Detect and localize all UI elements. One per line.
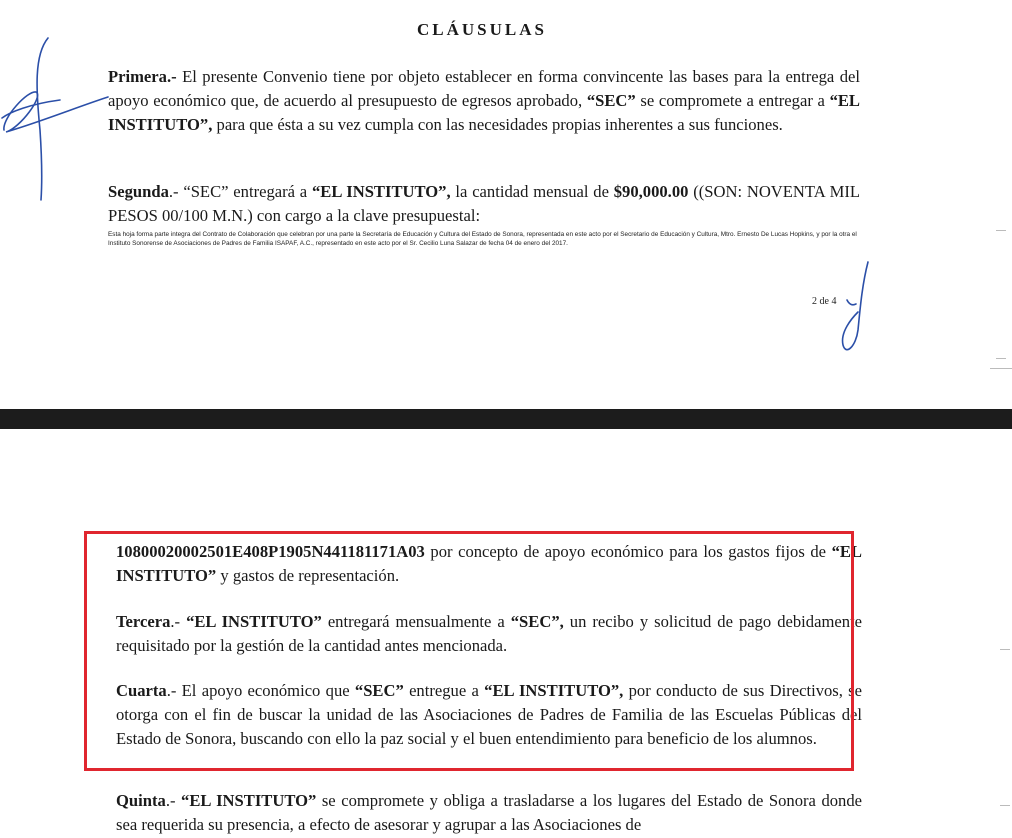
clause-segunda: Segunda.- “SEC” entregará a “EL INSTITUTO”, la cantidad mensual de $90,000.00 ((SON: NOVENTA MIL PESOS 00/100 M.N.) con cargo a la clave presupuestal: [108, 182, 860, 225]
clause-quinta: Quinta.- “EL INSTITUTO” se compromete y obliga a trasladarse a los lugares del Estado de Sonora donde sea requerida su presencia, a efecto de asesorar y agrupar a las Asociaciones de [116, 791, 862, 834]
clause-cuarta-label: Cuarta [116, 681, 167, 700]
clausulas-heading: CLÁUSULAS [417, 20, 547, 39]
page-footnote: Esta hoja forma parte integra del Contrato de Colaboración que celebran por una parte la Secretaría de Educación y Cultura del Estado de Sonora, representada en este acto por el Secretario de Educación y Cultura, Mtro. Ernesto De Lucas Hopkins, y por la otra el Instituto Sonorense de Asociaciones de Padres de Familia ISAPAF, A.C., representado en este acto por el Sr. Cecilio Luna Salazar de fecha 04 de enero del 2017. [108, 231, 857, 247]
highlight-box [84, 531, 854, 771]
scan-edge-mark [990, 368, 1012, 369]
signature-mark-right-icon [843, 262, 868, 350]
page-divider [0, 409, 1012, 429]
scan-edge-mark [1000, 649, 1010, 650]
amount-value: $90,000.00 [613, 182, 689, 201]
page-number: 2 de 4 [812, 296, 837, 307]
clause-primera: Primera.- El presente Convenio tiene por objeto establecer en forma convincente las bases para la entrega del apoyo económico que, de acuerdo al presupuesto de egresos aprobado, “SEC” se compromete a entregar a “EL INSTITUTO”, para que ésta a su vez cumpla con las necesidades propias inherentes a sus funciones. [108, 67, 860, 134]
budget-key: 10800020002501E408P1905N441181171A03 [116, 542, 425, 561]
clause-segunda-label: Segunda [108, 182, 169, 201]
document-page-1 [0, 0, 1012, 409]
clause-tercera-label: Tercera [116, 612, 171, 631]
signatures-layer [0, 0, 1012, 409]
scan-edge-mark [1000, 805, 1010, 806]
signature-mark-left-icon [2, 38, 108, 200]
clause-segunda-continuation: 10800020002501E408P1905N441181171A03 por concepto de apoyo económico para los gastos fijos de “EL INSTITUTO” y gastos de representación. [116, 542, 862, 585]
scan-edge-mark [996, 230, 1006, 231]
scan-edge-mark [996, 358, 1006, 359]
clause-primera-label: Primera.- [108, 67, 177, 86]
clause-cuarta: Cuarta.- El apoyo económico que “SEC” entregue a “EL INSTITUTO”, por conducto de sus Directivos, se otorga con el fin de buscar la unidad de las Asociaciones de Padres de Familia de las Escuelas Públicas del Estado de Sonora, buscando con ello la paz social y el buen entendimiento para beneficio de los alumnos. [116, 681, 863, 748]
clause-tercera: Tercera.- “EL INSTITUTO” entregará mensualmente a “SEC”, un recibo y solicitud de pago debidamente requisitado por la gestión de la cantidad antes mencionada. [116, 612, 862, 655]
clause-quinta-label: Quinta [116, 791, 166, 810]
